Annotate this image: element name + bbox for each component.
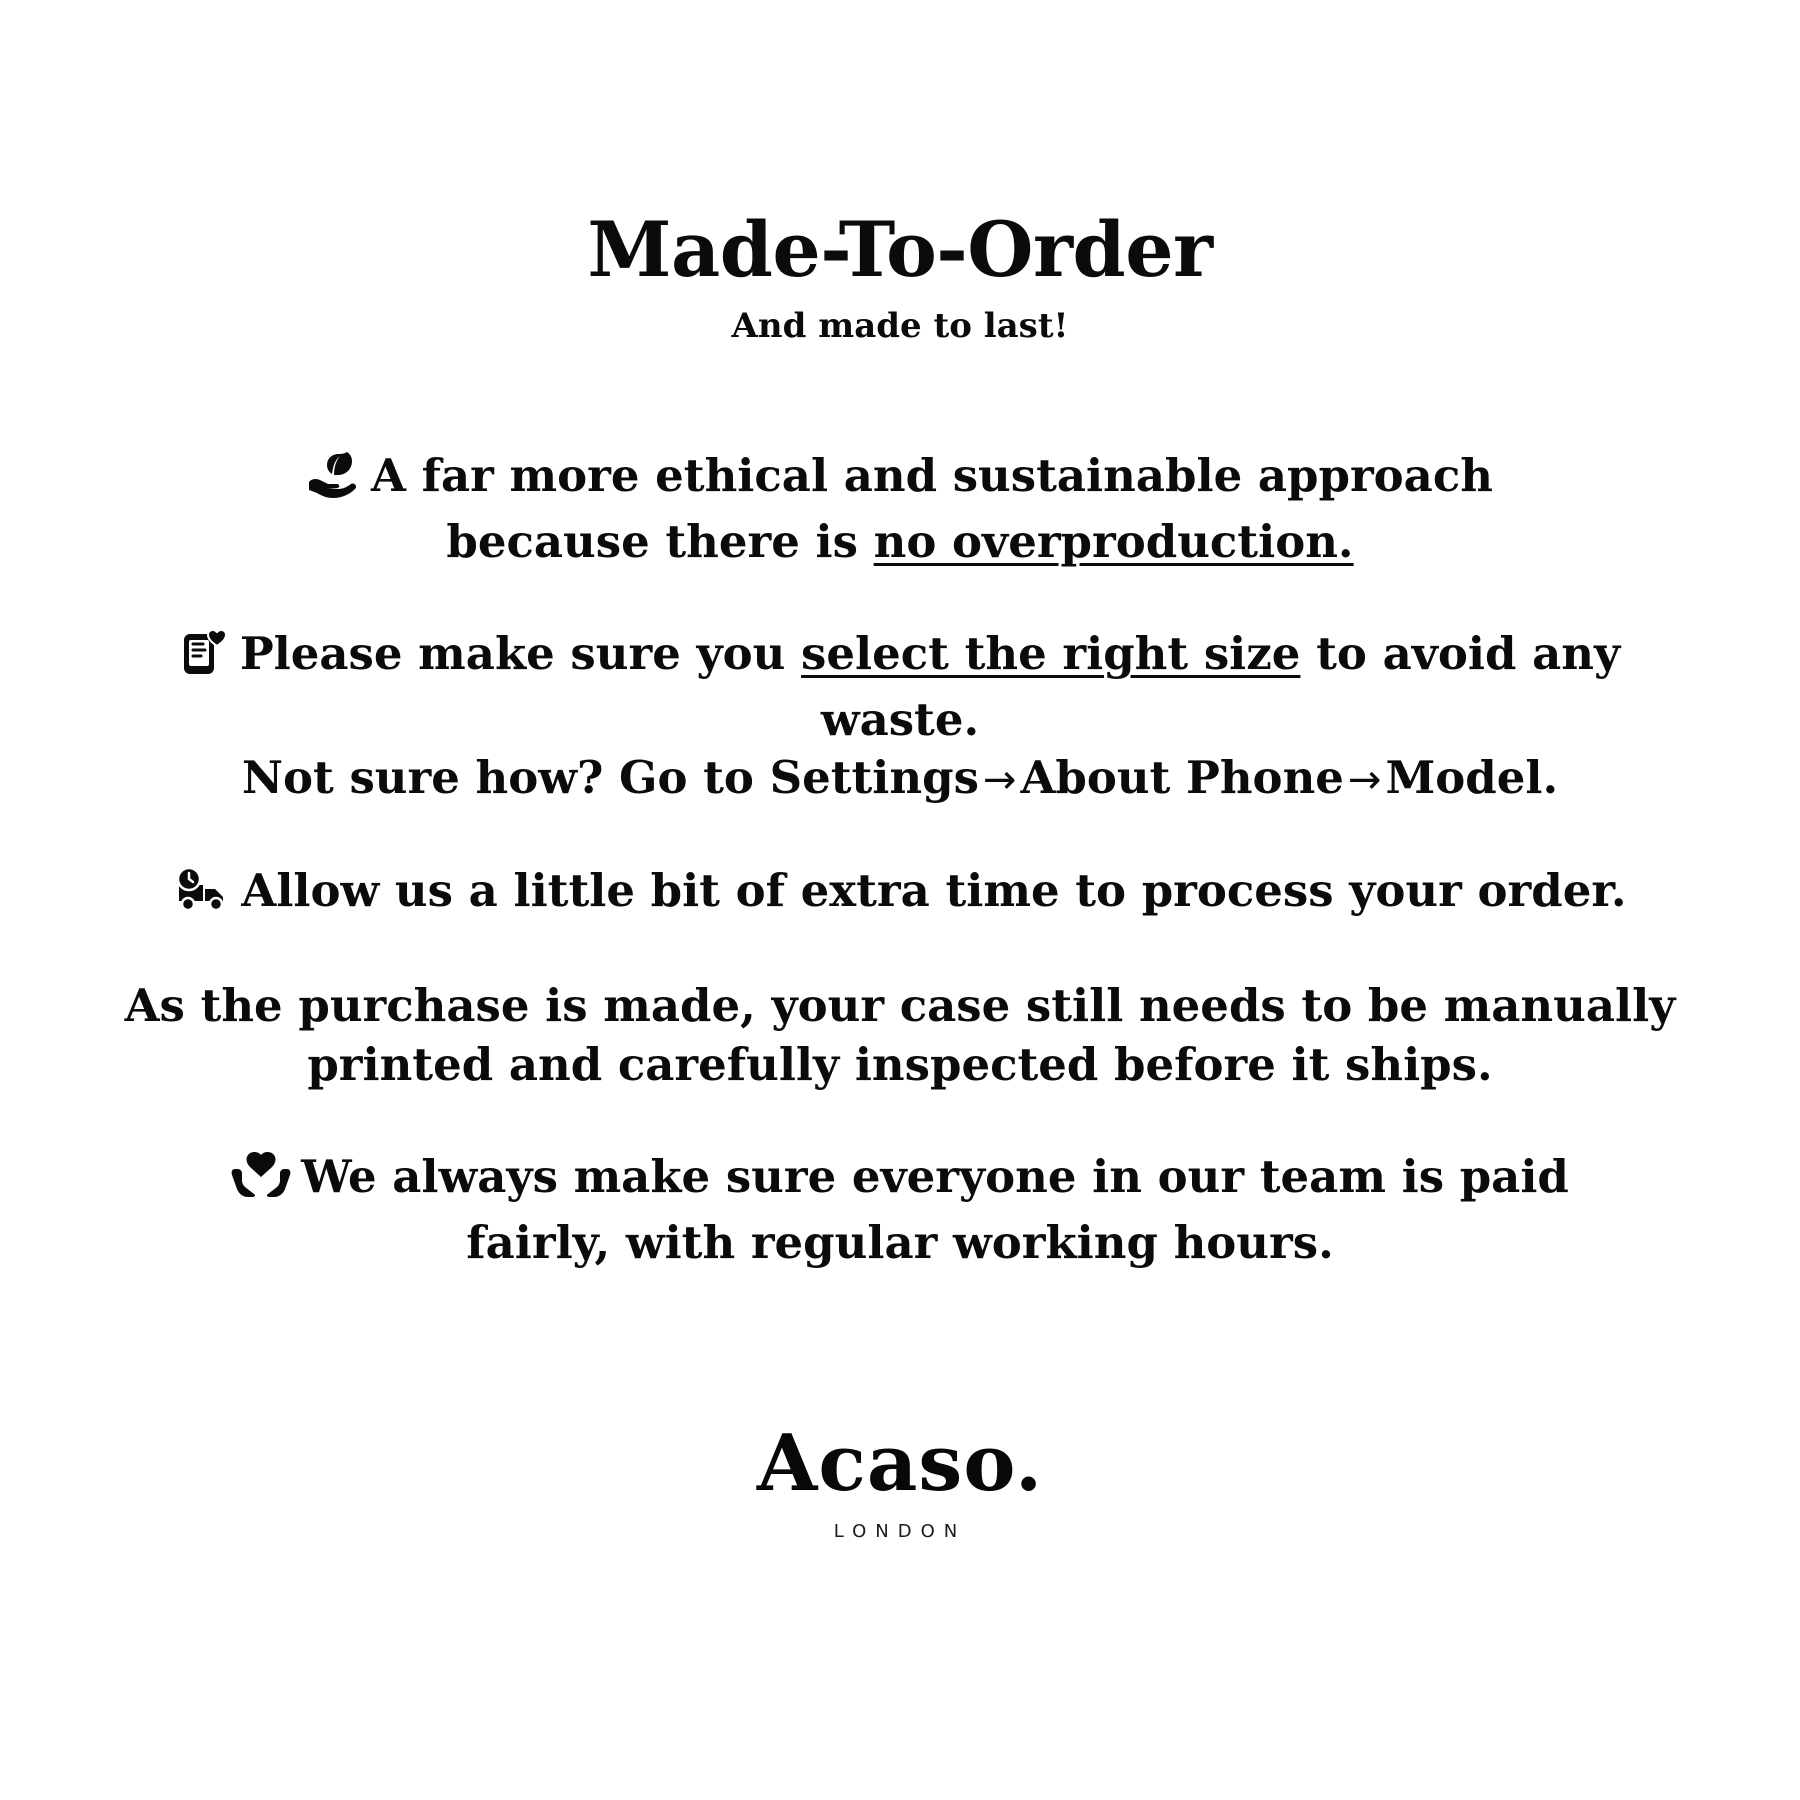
brand-footer [756,1418,1044,1542]
arrow-right-icon: → [982,757,1017,804]
list-item [173,862,1626,928]
list-item-text-line1: As the purchase is made, your case still needs to be manually [124,979,1676,1033]
list-item-text-line2a: Not sure how? Go to Settings [241,751,979,805]
header [587,205,1213,346]
arrow-right-icon: → [1347,757,1382,804]
list-item-text-line1: A far more ethical and sustainable approach [371,449,1493,503]
list-item [307,447,1493,571]
delivery-truck-clock-icon [173,867,231,928]
page-title: Made-To-Order [587,205,1213,294]
list-item-text-line1-post: to avoid any waste. [820,627,1621,746]
list-item-text-line2b: About Phone [1020,751,1344,805]
hands-heart-icon [231,1151,291,1214]
list-item-text-line2: printed and carefully inspected before it ships. [307,1037,1493,1091]
list-item-text-line1-underlined: select the right size [801,627,1301,681]
list-item-text-line2-pre: because there is [446,514,874,568]
list-item-text-line2: fairly, with regular working hours. [466,1215,1334,1269]
list-item-text-line1: Allow us a little bit of extra time to process your order. [241,863,1627,917]
bullet-list [90,447,1710,1326]
list-item [231,1148,1569,1272]
page-subtitle: And made to last! [731,306,1069,346]
phone-heart-icon [180,628,230,691]
list-item-text-line2c: Model. [1385,751,1559,805]
hand-holding-plant-icon [307,452,361,513]
list-item [100,625,1700,808]
brand-location: LONDON [833,1521,967,1542]
list-item [125,977,1676,1094]
list-item-text-line2-underlined: no overproduction. [873,514,1354,568]
list-item-text-line1: We always make sure everyone in our team is paid [301,1150,1569,1204]
brand-logo: Acaso. [756,1418,1044,1509]
list-item-text-line1-pre: Please make sure you [239,627,802,681]
